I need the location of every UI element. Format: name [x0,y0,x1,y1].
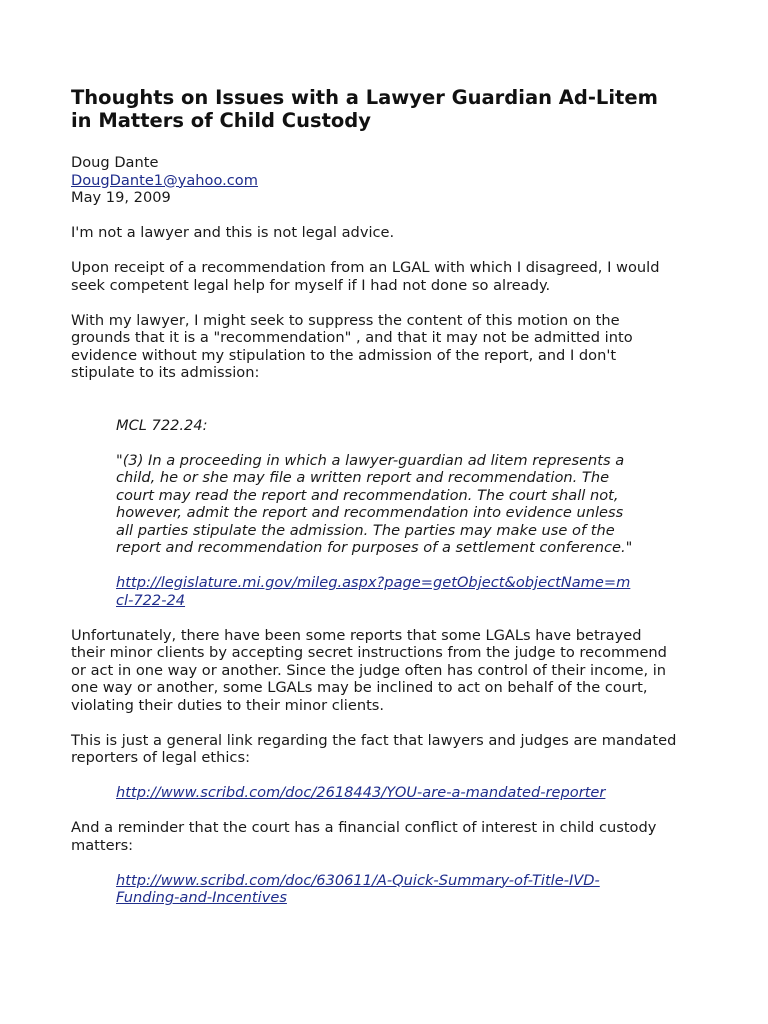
author-block [71,154,711,207]
general-link-intro-paragraph: This is just a general link regarding the fact that lawyers and judges are mandated reporters of legal ethics: [71,731,677,766]
title-ivd-link-line-1[interactable]: http://www.scribd.com/doc/630611/A-Quick-Summary-of-Title-IVD- [116,871,600,889]
statute-citation: MCL 722.24: [116,416,208,434]
document-title [71,86,711,132]
disclaimer-paragraph: I'm not a lawyer and this is not legal advice. [71,224,395,241]
author-name: Doug Dante [71,154,159,171]
statute-text: "(3) In a proceeding in which a lawyer-guardian ad litem represents a child, he or she may file a written report and recommendation. The court may read the report and recommendation. The court shall not, however, admit the report and recommendation into evidence unless all parties stipulate the admission. The parties may make use of the report and recommendation for purposes of a settlement conference." [116,451,633,556]
betrayed-paragraph: Unfortunately, there have been some reports that some LGALs have betrayed their minor clients by accepting secret instructions from the judge to recommend or act in one way or another. Since the judge often has control of their income, in one way or another, some LGALs may be inclined to act on behalf of the court, violating their duties to their minor clients. [71,626,667,714]
document-page [71,86,711,924]
title-ivd-link-line-2[interactable]: Funding-and-Incentives [116,889,287,906]
mandated-reporter-link[interactable]: http://www.scribd.com/doc/2618443/YOU-are-a-mandated-reporter [116,784,606,801]
reminder-paragraph: And a reminder that the court has a financial conflict of interest in child custody matters: [71,819,657,854]
statute-link-line-2[interactable]: cl-722-24 [116,591,186,609]
title-line-1: Thoughts on Issues with a Lawyer Guardian Ad-Litem [71,86,658,109]
document-date: May 19, 2009 [71,189,171,206]
title-line-2: in Matters of Child Custody [71,109,371,132]
author-email-link[interactable]: DougDante1@yahoo.com [71,171,258,189]
statute-link-block [116,574,711,609]
statute-link-line-1[interactable]: http://legislature.mi.gov/mileg.aspx?page=getObject&objectName=m [116,574,631,591]
title-ivd-link-block [116,872,711,907]
mandated-reporter-link-block [116,784,711,802]
receipt-paragraph: Upon receipt of a recommendation from an LGAL with which I disagreed, I would seek competent legal help for myself if I had not done so already. [71,259,660,294]
statute-quote-block [116,417,711,610]
suppress-paragraph: With my lawyer, I might seek to suppress the content of this motion on the grounds that it is a "recommendation" , and that it may not be admitted into evidence without my stipulation to the admission of the report, and I don't stipulate to its admission: [71,311,633,381]
